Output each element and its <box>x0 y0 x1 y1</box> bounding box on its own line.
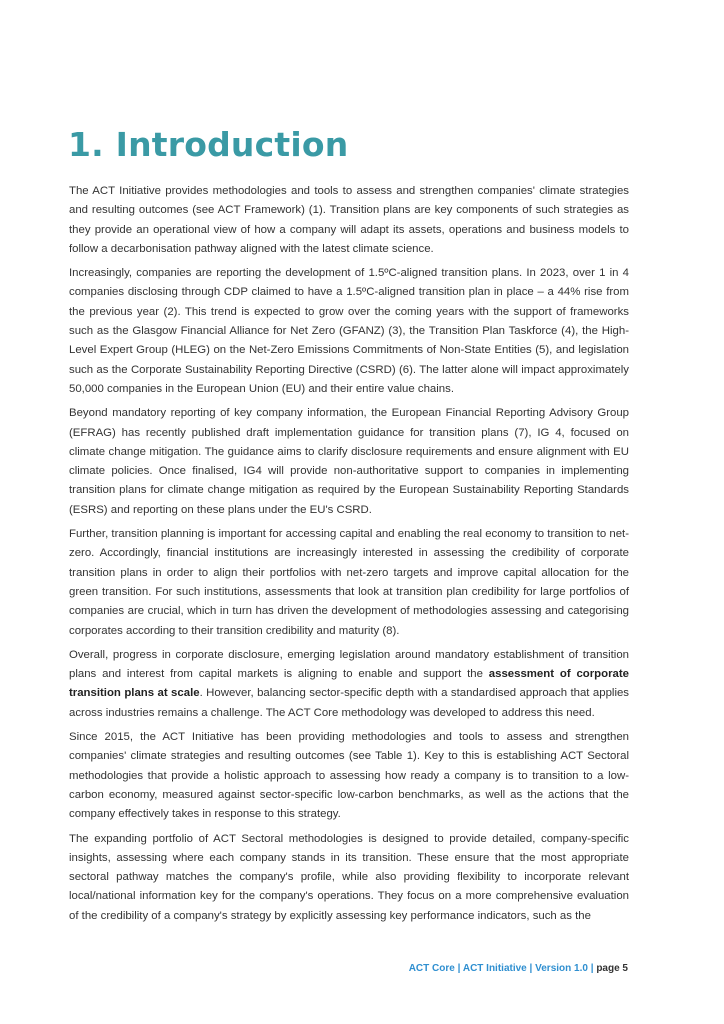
paragraph-7: The expanding portfolio of ACT Sectoral methodologies is designed to provide detailed, company-specific insights, assessing where each company stands in its transition. These ensure that the most appropriate sectoral pathway matches the company's profile, while also providing flexibility to incorporate relevant local/national information key for the company's operations. They focus on a more comprehensive evaluation of the credibility of a company's strategy by explicitly assessing key performance indicators, such as the <box>69 832 629 922</box>
page-footer <box>409 962 628 976</box>
paragraph-3: Beyond mandatory reporting of key company information, the European Financial Reporting Advisory Group (EFRAG) has recently published draft implementation guidance for transition plans (7), IG 4, focused on climate change mitigation. The guidance aims to clarify disclosure requirements and ensure alignment with EU climate policies. Once finalised, IG4 will provide non-authoritative support to companies in implementing transition plans for climate change mitigation as required by the European Sustainability Reporting Standards (ESRS) and reporting on these plans under the EU's CSRD. <box>69 407 629 516</box>
paragraph-4: Further, transition planning is important for accessing capital and enabling the real economy to transition to net-zero. Accordingly, financial institutions are increasingly interested in assessing the credibility of corporate transition plans in order to align their portfolios with net-zero targets and improve capital allocation for the green transition. For such institutions, assessments that look at transition plan credibility for large portfolios of companies are crucial, which in turn has driven the development of methodologies assessing and categorising corporates according to their transition credibility and maturity (8). <box>69 528 629 637</box>
body-text <box>69 182 629 931</box>
footer-separator: | <box>590 963 594 974</box>
paragraph-2: Increasingly, companies are reporting the development of 1.5ºC-aligned transition plans. In 2023, over 1 in 4 companies disclosing through CDP claimed to have a 1.5ºC-aligned transition plan in place – a 44% rise from the previous year (2). This trend is expected to grow over the coming years with the support of frameworks such as the Glasgow Financial Alliance for Net Zero (GFANZ) (3), the Transition Plan Taskforce (4), the High-Level Expert Group (HLEG) on the Net-Zero Emissions Commitments of Non-State Entities (5), and legislation such as the Corporate Sustainability Reporting Directive (CSRD) (6). The latter alone will impact approximately 50,000 companies in the European Union (EU) and their entire value chains. <box>69 267 629 395</box>
footer-separator: | <box>529 963 533 974</box>
footer-org: ACT Initiative <box>462 963 527 974</box>
paragraph-6: Since 2015, the ACT Initiative has been providing methodologies and tools to assess and strengthen companies' climate strategies and resulting outcomes (see Table 1). Key to this is establishing ACT Sectoral methodologies that provide a holistic approach to assessing how ready a company is to transition to a low-carbon economy, measured against sector-specific low-carbon benchmarks, as well as the actions that the company effectively takes in response to this strategy. <box>69 731 629 821</box>
section-heading: 1. Introduction <box>68 125 349 164</box>
paragraph-5-text-end: . However, balancing sector-specific depth with a standardised approach that applies across industries remains a challenge. The ACT Core methodology was developed to address this need. <box>69 687 629 719</box>
paragraph-1: The ACT Initiative provides methodologies and tools to assess and strengthen companies' climate strategies and resulting outcomes (see ACT Framework) (1). Transition plans are key components of such strategies as they provide an operational view of how a company will adapt its assets, operations and business models to follow a decarbonisation pathway aligned with the latest climate science. <box>69 185 629 255</box>
paragraph-5-emphasis: assessment of corporate transition plans at scale <box>69 668 629 700</box>
paragraph-5 <box>69 646 629 723</box>
footer-version: Version 1.0 <box>535 963 588 974</box>
footer-page-number: page 5 <box>596 963 628 974</box>
paragraph-5-text-start: Overall, progress in corporate disclosure, emerging legislation around mandatory establishment of transition plans and interest from capital markets is aligning to enable and support the <box>69 648 629 681</box>
footer-doc-title: ACT Core <box>408 963 455 974</box>
footer-separator: | <box>457 963 461 974</box>
